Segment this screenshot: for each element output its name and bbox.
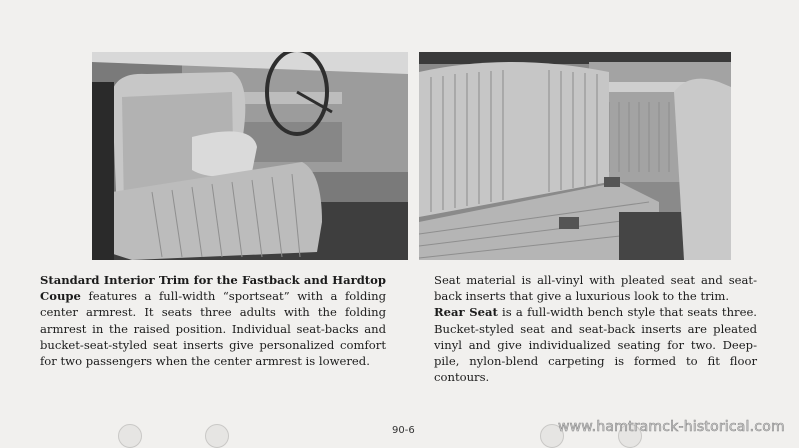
front-seat-description — [40, 272, 386, 369]
rear-seat-description — [434, 272, 757, 385]
front-seat-heading: Standard Interior Trim for the Fastback and Hardtop Coupe — [40, 273, 386, 304]
site-watermark: www.hamtramck-historical.com — [558, 419, 785, 435]
front-seat-photo — [92, 52, 408, 260]
rear-seat-heading: Rear Seat — [434, 305, 498, 320]
page-number: 90-6 — [392, 425, 415, 436]
seat-material-text: Seat material is all-vinyl with pleated seat and seat-back inserts that give a luxurious look to the trim. — [434, 273, 757, 304]
front-seat-body: features a full-width “sportseat” with a folding center armrest. It seats three adults with the folding armrest in the raised position. Individual seat-backs and bucket-seat-styled seat inserts give personalized comfort for two passengers when the center armrest is lowered. — [40, 289, 386, 369]
binder-hole — [118, 424, 142, 448]
rear-seat-body: is a full-width bench style that seats three. Bucket-styled seat and seat-back inserts are pleated vinyl and give individualized seating for two. Deep-pile, nylon-blend carpeting is formed to fit floor contours. — [434, 305, 757, 385]
binder-hole — [205, 424, 229, 448]
rear-seat-photo — [419, 52, 731, 260]
